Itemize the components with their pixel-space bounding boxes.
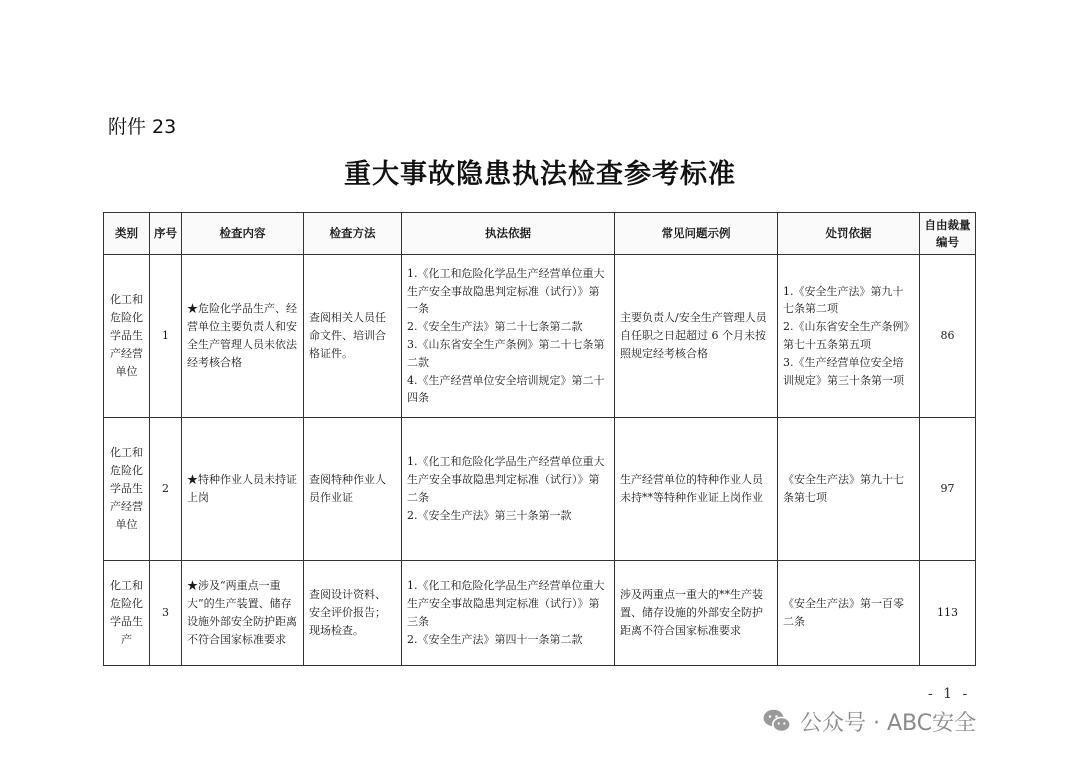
row-category: 化工和危险化学品生产经营单位 (104, 418, 150, 561)
row-basis (402, 418, 615, 561)
row-method: 查阅特种作业人员作业证 (304, 418, 402, 561)
penalty-item: 1.《安全生产法》第九十七条第二项 (783, 284, 904, 316)
header-no: 序号 (150, 213, 182, 255)
row-content: ★特种作业人员未持证上岗 (182, 418, 304, 561)
row-content: ★危险化学品生产、经营单位主要负责人和安全生产管理人员未依法经考核合格 (182, 255, 304, 418)
row-code: 97 (920, 418, 976, 561)
row-penalty (778, 255, 920, 418)
table-row (104, 255, 976, 418)
basis-item: 1.《化工和危险化学品生产经营单位重大生产安全事故隐患判定标准（试行）》第二条 (407, 455, 605, 504)
watermark-text: 公众号 · ABC安全 (800, 710, 977, 736)
row-method: 查阅相关人员任命文件、培训合格证件。 (304, 255, 402, 418)
basis-item: 2.《安全生产法》第四十一条第二款 (407, 632, 583, 646)
header-content: 检查内容 (182, 213, 304, 255)
basis-item: 2.《安全生产法》第二十七条第二款 (407, 320, 583, 334)
row-basis (402, 561, 615, 666)
row-penalty (778, 418, 920, 561)
basis-item: 2.《安全生产法》第三十条第一款 (407, 508, 572, 522)
row-example: 涉及两重点一重大的**生产装置、储存设施的外部安全防护距离不符合国家标准要求 (615, 561, 778, 666)
basis-item: 1.《化工和危险化学品生产经营单位重大生产安全事故隐患判定标准（试行）》第三条 (407, 579, 605, 628)
header-penalty: 处罚依据 (778, 213, 920, 255)
table-row (104, 418, 976, 561)
row-category: 化工和危险化学品生产经营单位 (104, 255, 150, 418)
row-method: 查阅设计资料、安全评价报告；现场检查。 (304, 561, 402, 666)
standards-table (103, 212, 976, 666)
attachment-label: 附件 23 (108, 116, 177, 138)
row-basis (402, 255, 615, 418)
row-category: 化工和危险化学品生产 (104, 561, 150, 666)
header-code: 自由裁量编号 (920, 213, 976, 255)
basis-item: 1.《化工和危险化学品生产经营单位重大生产安全事故隐患判定标准（试行）》第一条 (407, 266, 605, 316)
row-example: 生产经营单位的特种作业人员未持**等特种作业证上岗作业 (615, 418, 778, 561)
header-basis: 执法依据 (402, 213, 615, 255)
header-category: 类别 (104, 213, 150, 255)
penalty-item: 《安全生产法》第一百零二条 (783, 597, 904, 628)
watermark (762, 704, 976, 738)
penalty-item: 《安全生产法》第九十七条第七项 (783, 473, 904, 504)
row-code: 86 (920, 255, 976, 418)
header-method: 检查方法 (304, 213, 402, 255)
page-number: - 1 - (928, 686, 971, 702)
basis-item: 3.《山东省安全生产条例》第二十七条第二款 (407, 338, 605, 369)
wechat-icon (762, 708, 792, 734)
table-row (104, 561, 976, 666)
penalty-item: 3.《生产经营单位安全培训规定》第三十条第一项 (783, 355, 904, 387)
penalty-item: 2.《山东省安全生产条例》第七十五条第五项 (783, 320, 909, 351)
row-no: 3 (150, 561, 182, 666)
page-title: 重大事故隐患执法检查参考标准 (344, 159, 736, 190)
row-code: 113 (920, 561, 976, 666)
row-no: 1 (150, 255, 182, 418)
row-no: 2 (150, 418, 182, 561)
row-penalty (778, 561, 920, 666)
header-example: 常见问题示例 (615, 213, 778, 255)
table-header-row (104, 213, 976, 255)
row-example: 主要负责人/安全生产管理人员自任职之日起超过 6 个月未按照规定经考核合格 (615, 255, 778, 418)
row-content: ★涉及“两重点一重大”的生产装置、储存设施外部安全防护距离不符合国家标准要求 (182, 561, 304, 666)
basis-item: 4.《生产经营单位安全培训规定》第二十四条 (407, 373, 605, 405)
